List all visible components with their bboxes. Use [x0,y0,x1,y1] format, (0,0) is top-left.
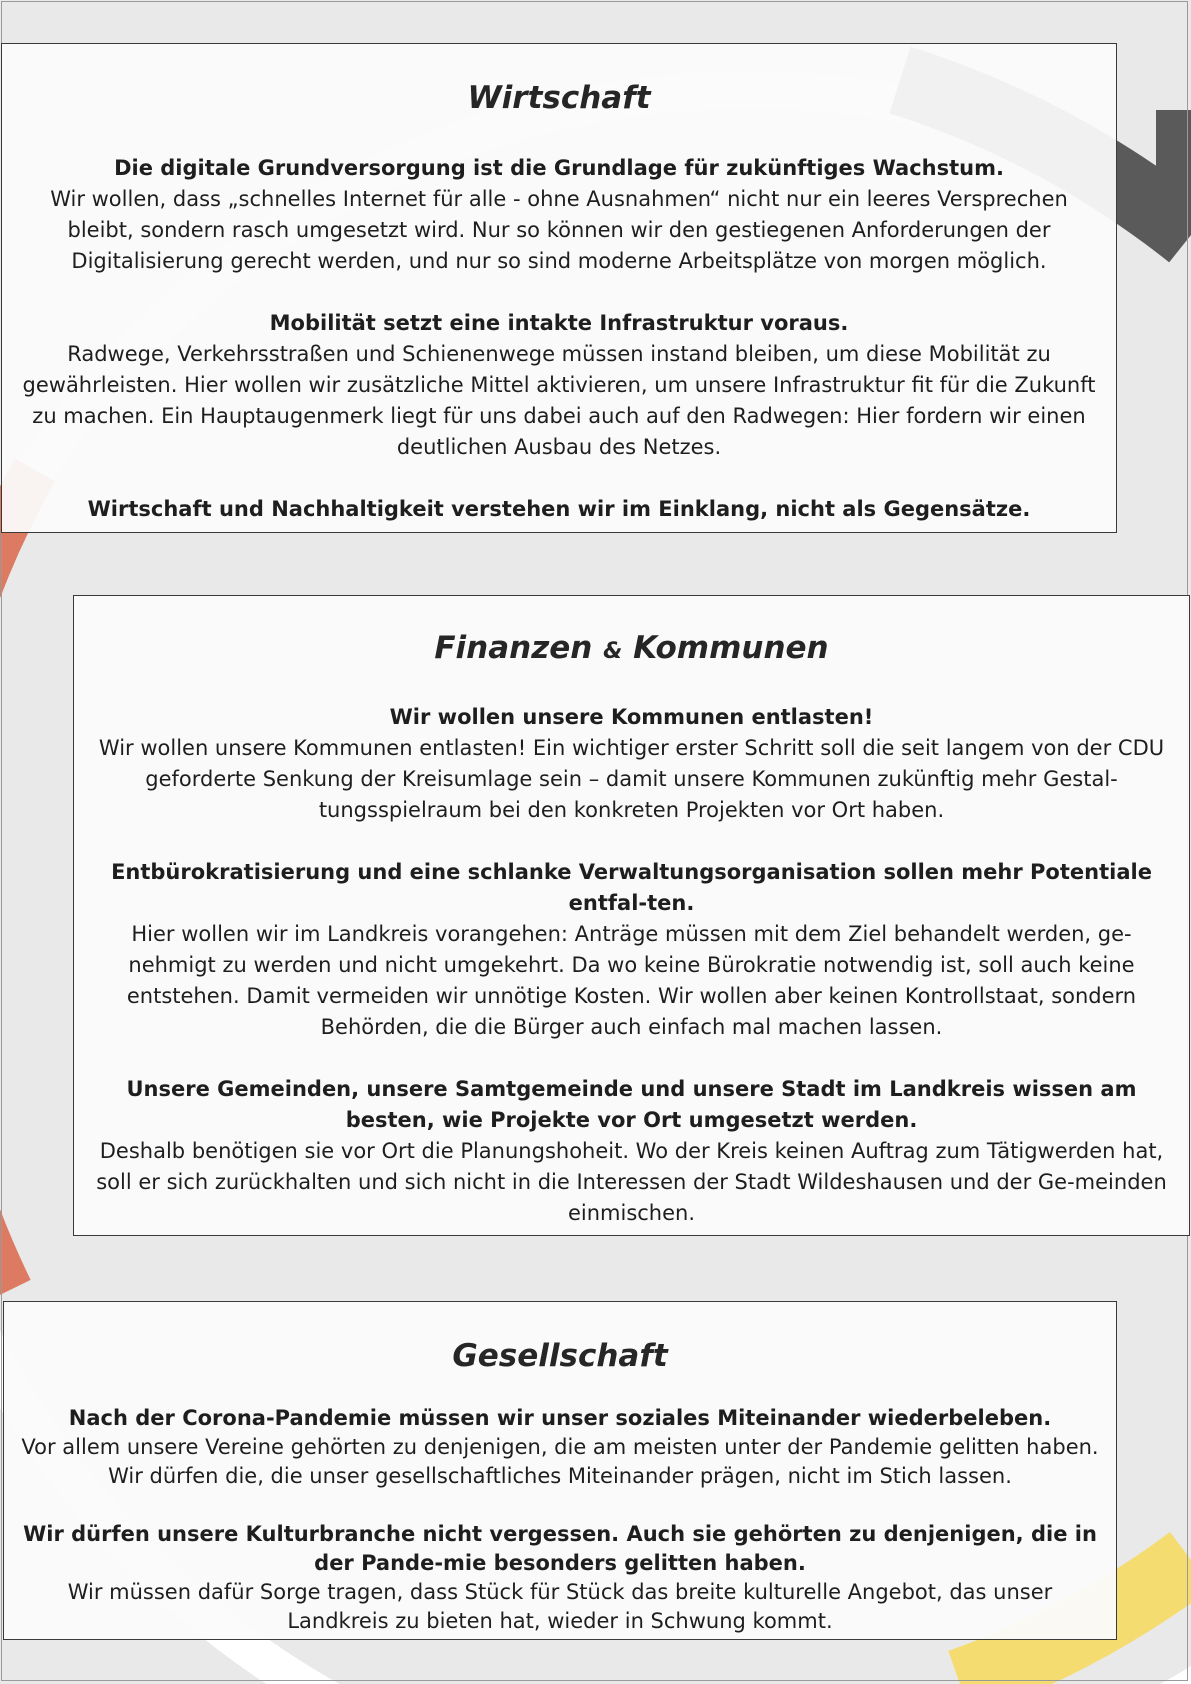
paragraph [16,494,1102,525]
paragraph [88,702,1175,826]
paragraph-text: Hier wollen wir im Landkreis vorangehen: Anträge müssen mit dem Ziel behandelt werden, ge-nehmigt zu werden und nicht umgekehrt. Da wo keine Bürokratie notwendig ist, soll auch keine entstehen. Damit vermeiden wir unnötige Kosten. Wir wollen aber keinen Kontrollstaat, sondern Behörden, die die Bürger auch einfach mal machen lassen. [126,922,1137,1039]
paragraph-text: Radwege, Verkehrsstraßen und Schienenwege müssen instand bleiben, um diese Mobilität zu gewährleisten. Hier wollen wir zusätzliche Mittel aktivieren, um unsere Infrastruktur fit für die Zukunft zu machen. Ein Hauptaugenmerk liegt für uns dabei auch auf den Radwegen: Hier fordern wir einen deutlichen Ausbau des Netzes. [22,342,1096,459]
paragraph [16,308,1102,463]
paragraph-text: Deshalb benötigen sie vor Ort die Planungshoheit. Wo der Kreis keinen Auftrag zum Tätigwerden hat, soll er sich zurückhalten und sich nicht in die Interessen der Stadt Wildeshausen und der Ge-meinden einmischen. [96,1139,1167,1225]
paragraph-lead: Wir dürfen unsere Kulturbranche nicht vergessen. Auch sie gehörten zu denjenigen, die in der Pande-mie besonders gelitten haben. [23,1522,1097,1575]
paragraph [18,1404,1102,1491]
section-title-wirtschaft: Wirtschaft [467,80,651,116]
paragraph-lead: Die digitale Grundversorgung ist die Grundlage für zukünftiges Wachstum. [114,156,1004,180]
paragraph-lead: Wirtschaft und Nachhaltigkeit verstehen wir im Einklang, nicht als Gegensätze. [87,497,1031,521]
section-body-gesellschaft [18,1404,1102,1636]
title-part: Finanzen [434,630,593,666]
section-card-wirtschaft [1,43,1117,533]
section-body-wirtschaft [16,153,1102,525]
section-card-finanzen [73,595,1190,1236]
paragraph-lead: Wir wollen unsere Kommunen entlasten! [389,705,874,729]
paragraph-lead: Mobilität setzt eine intakte Infrastruktur voraus. [269,311,849,335]
paragraph-text: Wir wollen, dass „schnelles Internet für alle - ohne Ausnahmen“ nicht nur ein leeres Versprechen bleibt, sondern rasch umgesetzt wird. Nur so können wir den gestiegenen Anforderungen der Digitalisierung gerecht werden, und nur so sind moderne Arbeitsplätze von morgen möglich. [50,187,1068,273]
paragraph-text: Wir wollen unsere Kommunen entlasten! Ein wichtiger erster Schritt soll die seit langem von der CDU geforderte Senkung der Kreisumlage sein – damit unsere Kommunen zukünftig mehr Gestal-tungsspielraum bei den konkreten Projekten vor Ort haben. [98,736,1165,822]
section-card-gesellschaft [3,1301,1117,1640]
paragraph-lead: Unsere Gemeinden, unsere Samtgemeinde und unsere Stadt im Landkreis wissen am besten, wie Projekte vor Ort umgesetzt werden. [126,1077,1137,1132]
paragraph [88,857,1175,1043]
paragraph [18,1520,1102,1636]
paragraph-lead: Entbürokratisierung und eine schlanke Verwaltungsorganisation sollen mehr Potentiale entfal-ten. [111,860,1152,915]
paragraph-text: Vor allem unsere Vereine gehörten zu denjenigen, die am meisten unter der Pandemie gelitten haben. Wir dürfen die, die unser gesellschaftliches Miteinander prägen, nicht im Stich lassen. [21,1435,1099,1488]
title-ampersand: & [603,639,623,664]
paragraph [16,153,1102,277]
section-body-finanzen [88,702,1175,1229]
paragraph-text: Wir müssen dafür Sorge tragen, dass Stück für Stück das breite kulturelle Angebot, das unser Landkreis zu bieten hat, wieder in Schwung kommt. [67,1580,1053,1633]
section-title-finanzen [74,630,1189,666]
title-part: Kommunen [633,630,829,666]
paragraph-lead: Nach der Corona-Pandemie müssen wir unser soziales Miteinander wiederbeleben. [68,1406,1052,1430]
section-title-gesellschaft: Gesellschaft [452,1338,668,1374]
red-ring-segment [0,470,35,1290]
paragraph [88,1074,1175,1229]
